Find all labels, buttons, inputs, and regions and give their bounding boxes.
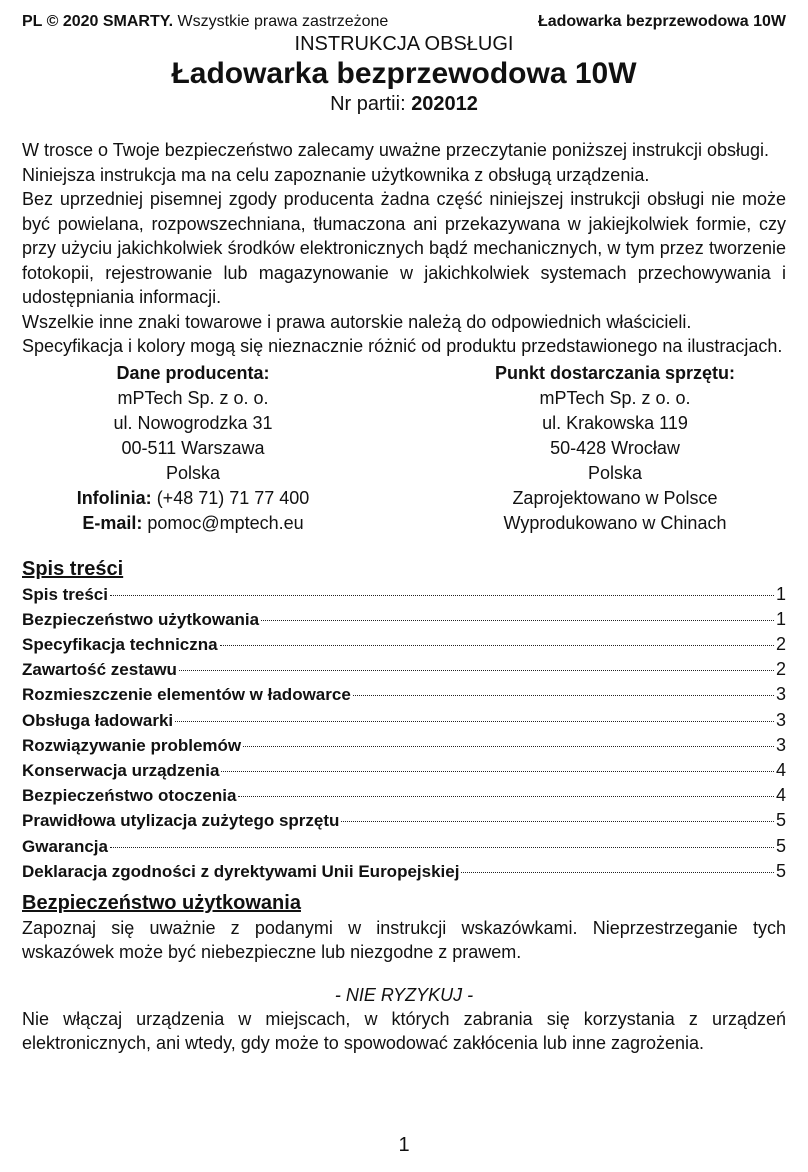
producer-hotline xyxy=(22,486,364,511)
toc-leader-dots xyxy=(110,847,774,848)
toc-leader-dots xyxy=(220,645,774,646)
toc-entry-page: 1 xyxy=(775,583,786,604)
toc-entry-label: Gwarancja xyxy=(22,836,108,856)
producer-city: 00-511 Warszawa xyxy=(121,437,265,458)
header-rights: Wszystkie prawa zastrzeżone xyxy=(173,13,389,30)
toc-leader-dots xyxy=(243,746,774,747)
intro-paragraph-1: W trosce o Twoje bezpieczeństwo zalecamy uważne przeczytanie poniższej instrukcji obsługi. xyxy=(22,140,770,160)
delivery-city: 50-428 Wrocław xyxy=(550,437,680,458)
intro-paragraph-5: Specyfikacja i kolory mogą się nieznacznie różnić od produktu przedstawionego na ilustracjach. xyxy=(22,336,783,356)
toc-entry[interactable] xyxy=(22,834,786,859)
toc-entry[interactable] xyxy=(22,758,786,783)
document-title: Ładowarka bezprzewodowa 10W xyxy=(171,57,637,90)
toc-entry[interactable] xyxy=(22,783,786,808)
header-brand: PL © 2020 SMARTY. xyxy=(22,13,174,30)
toc-entry-label: Specyfikacja techniczna xyxy=(22,634,218,654)
toc-entry-label: Prawidłowa utylizacja zużytego sprzętu xyxy=(22,811,340,831)
header-copyright xyxy=(22,12,388,32)
running-header xyxy=(22,12,786,32)
toc-entry-label: Bezpieczeństwo otoczenia xyxy=(22,786,237,806)
producer-email xyxy=(22,511,364,536)
toc-entry-label: Rozwiązywanie problemów xyxy=(22,735,242,755)
delivery-street: ul. Krakowska 119 xyxy=(542,412,688,433)
page-number: 1 xyxy=(398,1134,410,1156)
toc-entry-page: 2 xyxy=(775,659,786,680)
toc-entry-page: 5 xyxy=(775,835,786,856)
toc-leader-dots xyxy=(353,695,774,696)
toc-entry-label: Rozmieszczenie elementów w ładowarce xyxy=(22,685,351,705)
document-page xyxy=(22,12,786,1056)
toc-entry-label: Spis treści xyxy=(22,584,108,604)
title-block xyxy=(22,32,786,116)
producer-country: Polska xyxy=(165,462,221,483)
safety-heading: Bezpieczeństwo użytkowania xyxy=(22,891,301,914)
toc-entry[interactable] xyxy=(22,657,786,682)
toc-entry[interactable] xyxy=(22,733,786,758)
toc-leader-dots xyxy=(261,620,774,621)
toc-entry-page: 4 xyxy=(775,785,786,806)
designed-in: Zaprojektowano w Polsce xyxy=(512,487,718,508)
toc-leader-dots xyxy=(175,721,774,722)
toc-leader-dots xyxy=(341,821,774,822)
intro-paragraph-2: Niniejsza instrukcja ma na celu zapoznanie użytkownika z obsługą urządzenia. xyxy=(22,164,650,185)
delivery-company: mPTech Sp. z o. o. xyxy=(539,387,691,408)
made-in: Wyprodukowano w Chinach xyxy=(503,512,727,533)
contact-columns xyxy=(22,361,786,536)
delivery-country: Polska xyxy=(587,462,643,483)
intro-paragraph-4: Wszelkie inne znaki towarowe i prawa autorskie należą do odpowiednich właścicieli. xyxy=(22,311,692,332)
producer-heading: Dane producenta: xyxy=(116,362,270,383)
toc-leader-dots xyxy=(221,771,774,772)
no-risk-warning: - NIE RYZYKUJ - xyxy=(334,984,474,1005)
toc-entry-page: 3 xyxy=(775,709,786,730)
toc-entry-page: 4 xyxy=(775,759,786,780)
toc-entry[interactable] xyxy=(22,859,786,884)
toc-entry-page: 5 xyxy=(775,810,786,831)
toc-entry[interactable] xyxy=(22,582,786,607)
toc-entry[interactable] xyxy=(22,708,786,733)
toc-entry-label: Bezpieczeństwo użytkowania xyxy=(22,609,260,629)
document-kind: INSTRUKCJA OBSŁUGI xyxy=(294,33,514,55)
toc-entry-label: Zawartość zestawu xyxy=(22,660,177,680)
safety-paragraph-1: Zapoznaj się uważnie z podanymi w instrukcji wskazówkami. Nieprzestrzeganie tych wskazówek może być niebezpieczne lub niezgodne z prawem. xyxy=(22,917,786,963)
toc-entry[interactable] xyxy=(22,632,786,657)
batch-number xyxy=(22,92,786,116)
toc-leader-dots xyxy=(110,595,774,596)
toc-entry-label: Obsługa ładowarki xyxy=(22,710,174,730)
batch-value: 202012 xyxy=(411,93,478,115)
producer-info xyxy=(22,361,404,536)
hotline-label: Infolinia: xyxy=(76,487,152,508)
toc-heading: Spis treści xyxy=(22,557,124,580)
email-address: pomoc@mptech.eu xyxy=(142,512,304,533)
toc-entry[interactable] xyxy=(22,808,786,833)
delivery-info xyxy=(404,361,786,536)
table-of-contents xyxy=(22,582,786,884)
toc-entry-label: Konserwacja urządzenia xyxy=(22,760,220,780)
toc-leader-dots xyxy=(461,872,774,873)
producer-company: mPTech Sp. z o. o. xyxy=(117,387,269,408)
toc-entry-page: 5 xyxy=(775,860,786,881)
header-product-name: Ładowarka bezprzewodowa 10W xyxy=(537,13,786,30)
batch-label: Nr partii: xyxy=(330,93,412,115)
toc-leader-dots xyxy=(238,796,774,797)
toc-entry[interactable] xyxy=(22,607,786,632)
toc-entry-label: Deklaracja zgodności z dyrektywami Unii Europejskiej xyxy=(22,861,460,881)
intro-paragraph-3: Bez uprzedniej pisemnej zgody producenta żadna część niniejszej instrukcji obsługi nie może być powielana, rozpowszechniana, tłumaczona ani przekazywana w jakiejkolwiek formie, czy przy użyciu jakichkolwiek środków elektronicznych bądź mechanicznych, w tym przez tworzenie fotokopii, rejestrowanie lub magazynowanie w jakichkolwiek systemach przechowywania i udostępniania informacji. xyxy=(22,189,786,307)
producer-street: ul. Nowogrodzka 31 xyxy=(113,412,273,433)
delivery-heading: Punkt dostarczania sprzętu: xyxy=(494,362,736,383)
toc-entry-page: 1 xyxy=(775,608,786,629)
safety-paragraph-2: Nie włączaj urządzenia w miejscach, w których zabrania się korzystania z urządzeń elektronicznych, ani wtedy, gdy może to spowodować zakłócenia lub inne zagrożenia. xyxy=(22,1008,786,1054)
toc-entry-page: 2 xyxy=(775,633,786,654)
email-label: E-mail: xyxy=(82,512,143,533)
toc-entry-page: 3 xyxy=(775,734,786,755)
hotline-number: (+48 71) 71 77 400 xyxy=(151,487,310,508)
toc-entry-page: 3 xyxy=(775,684,786,705)
toc-leader-dots xyxy=(179,670,774,671)
intro-section xyxy=(22,138,786,359)
toc-entry[interactable] xyxy=(22,682,786,707)
